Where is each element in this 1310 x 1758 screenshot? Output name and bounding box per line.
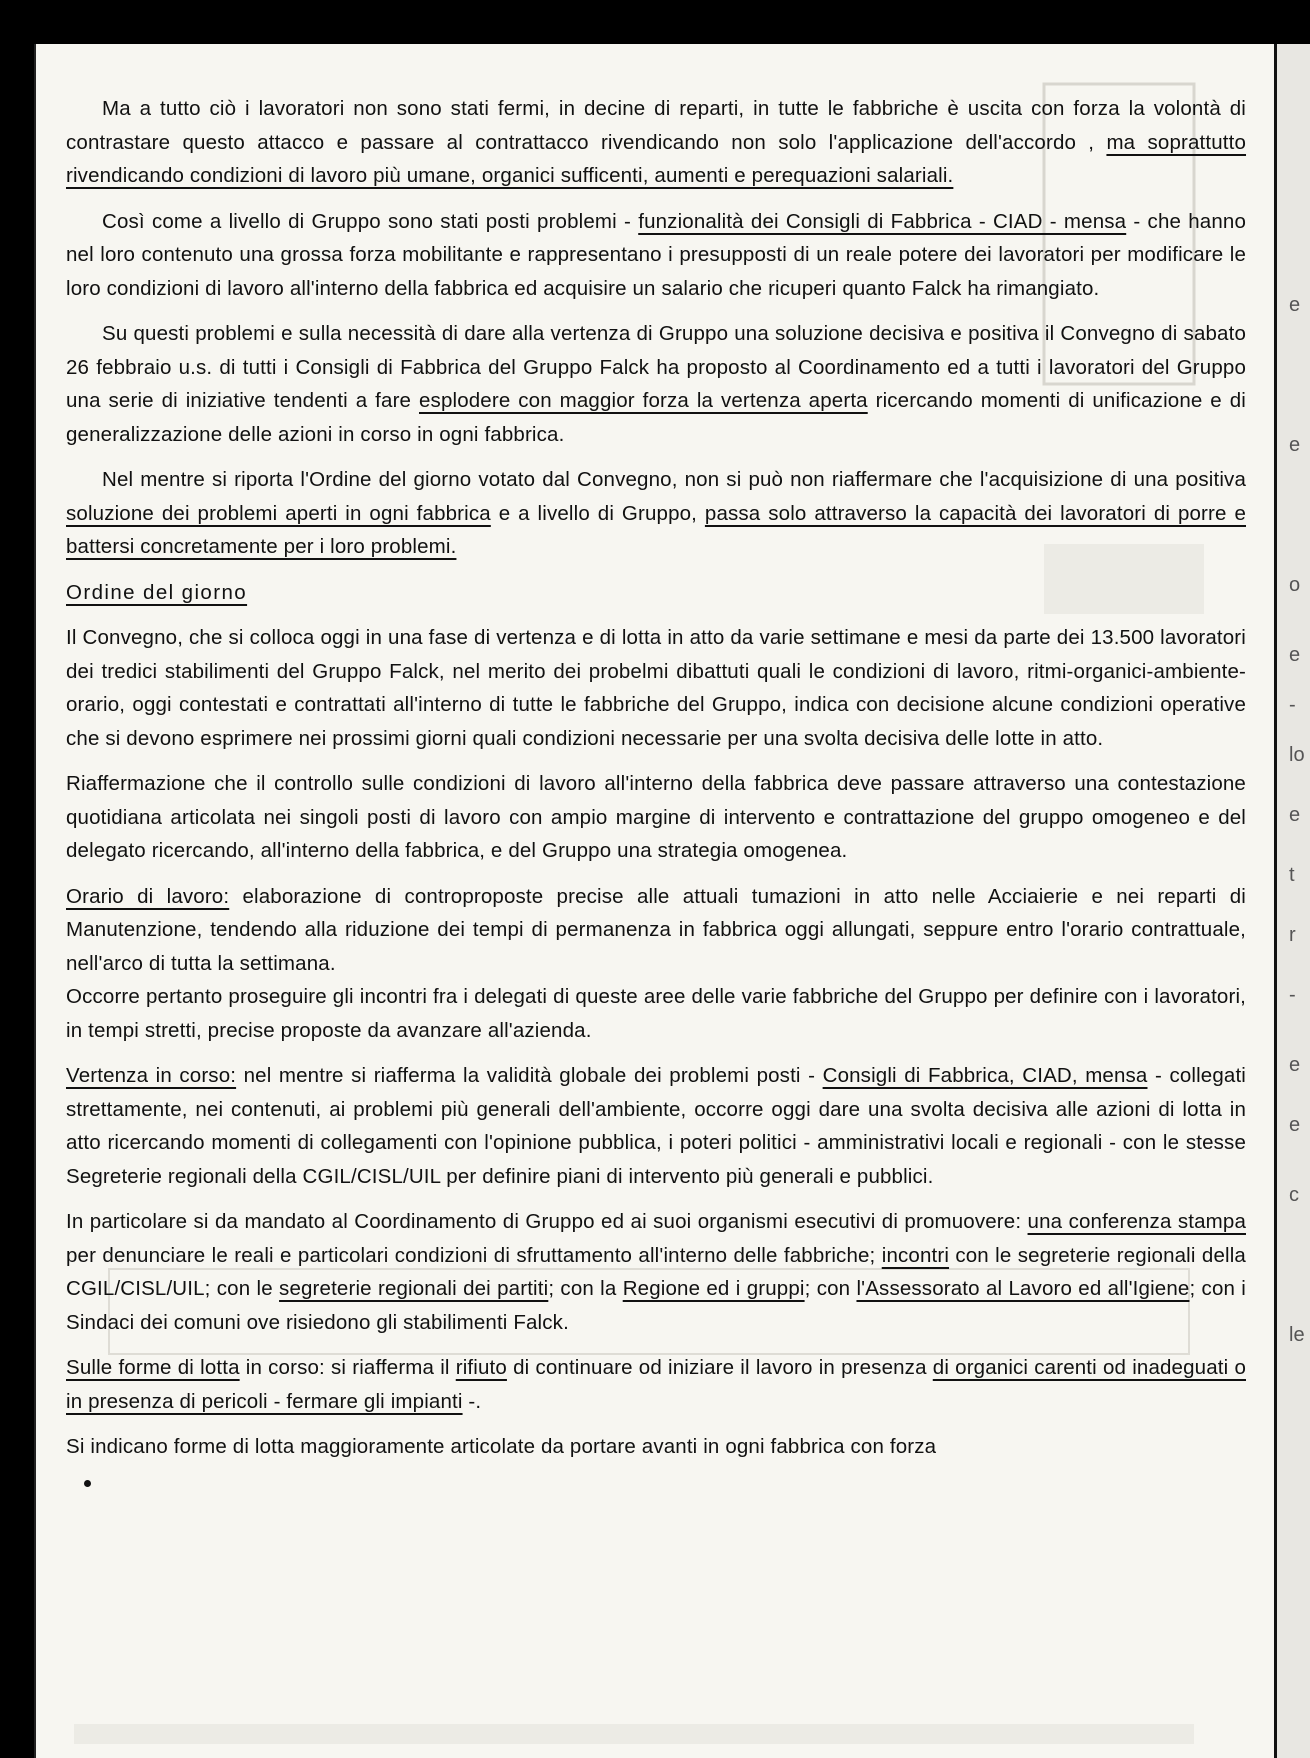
odg-paragraph-forme-articolate <box>66 1430 1246 1464</box>
text-run: - collegati strettamente, nei contenuti, ai problemi più generali dell'ambiente, occorre oggi dare una svolta decisiva alle azioni di lotta in atto ricercando momenti di collegamenti con l'opinione pubblica, i poteri politici - amministrativi locali e regionali - con le stesse Segreterie regionali della CGIL/CISL/UIL per definire piani di intervento più generali e pubblici. <box>66 1064 1247 1188</box>
margin-letter: e <box>1289 294 1301 316</box>
text-run: con le segreterie regionali della CGIL/CISL/UIL; con le <box>66 1243 1246 1300</box>
underlined-text: di organici carenti od inadeguati o in presenza di pericoli - fermare gli impianti <box>66 1356 1246 1413</box>
odg-paragraph-vertenza <box>66 1059 1246 1193</box>
text-run: Su questi problemi e sulla necessità di dare alla vertenza di Gruppo una soluzione decisiva e positiva il Convegno di sabato 26 febbraio u.s. di tutti i Consigli di Fabbrica del Gruppo Falck ha proposto al Coordinamento ed a tutti i lavoratori del Gruppo una serie di iniziative tendenti a fare <box>66 322 1246 412</box>
margin-bullet-dot <box>84 1480 91 1487</box>
odg-paragraph-mandato <box>66 1205 1246 1339</box>
margin-letter: e <box>1289 434 1301 456</box>
margin-letter: e <box>1289 644 1301 666</box>
text-run: In particolare si da mandato al Coordinamento di Gruppo ed ai suoi organismi esecutivi di promuovere: <box>66 1210 1028 1233</box>
underlined-text: una conferenza stampa <box>1027 1210 1246 1233</box>
odg-paragraph-orario <box>66 880 1246 981</box>
margin-letter: - <box>1289 984 1296 1006</box>
text-run: Così come a livello di Gruppo sono stati posti problemi - <box>102 209 639 233</box>
margin-letter: lo <box>1289 744 1305 766</box>
margin-letter: e <box>1289 804 1301 826</box>
underlined-text: esplodere con maggior forza la vertenza aperta <box>419 389 868 412</box>
text-run: Il Convegno, che si colloca oggi in una fase di vertenza e di lotta in atto da varie settimane e mesi da parte dei 13.500 lavoratori dei tredici stabilimenti del Gruppo Falck, nel merito dei probelmi dibattuti quali le condizioni di lavoro, ritmi-organici-ambiente-orario, oggi contestati e contrattati all'interno di tutte le fabbriche del Gruppo, indica con decisione alcune condizioni operative che si devono esprimere nei prossimi giorni quali condizioni necessarie per una svolta decisiva delle lotte in atto. <box>66 626 1246 750</box>
odg-paragraph-2 <box>66 767 1246 868</box>
text-run: elaborazione di controproposte precise alle attuali tumazioni in atto nelle Acciaierie e nei reparti di Manutenzione, tendendo alla riduzione dei tempi di permanenza in fabbrica oggi allungati, seppure entro l'orario contrattuale, nell'arco di tutta la settimana. <box>66 884 1246 975</box>
underlined-text: passa solo attraverso la capacità dei lavoratori di porre e battersi concretamente per i loro problemi. <box>66 501 1246 558</box>
intro-paragraph-4 <box>66 463 1246 564</box>
text-run: Si indicano forme di lotta maggioramente articolate da portare avanti in ogni fabbrica con forza <box>66 1435 937 1458</box>
underlined-text: segreterie regionali dei partiti <box>279 1277 549 1300</box>
odg-paragraph-1 <box>66 621 1246 755</box>
text-run: ; con i Sindaci dei comuni ove risiedono gli stabilimenti Falck. <box>66 1277 1247 1334</box>
underlined-text: l'Assessorato al Lavoro ed all'Igiene <box>856 1277 1190 1300</box>
underlined-text: incontri <box>881 1243 950 1267</box>
underlined-text: Regione ed i gruppi <box>622 1277 805 1300</box>
odg-paragraph-orario-continued <box>66 980 1246 1047</box>
text-run: in corso: si riafferma il <box>239 1356 456 1379</box>
margin-letter: o <box>1289 574 1301 596</box>
section-title <box>66 576 1246 610</box>
text-run: - che hanno nel loro contenuto una grossa forza mobilitante e rappresentano i presupposti di un reale potere dei lavoratori per modificare le loro condizioni di lavoro all'interno della fabbrica ed acquisire un salario che ricuperi quanto Falck ha rimangiato. <box>66 209 1247 300</box>
text-run: -. <box>462 1389 482 1413</box>
underlined-text: ma soprattutto rivendicando condizioni di lavoro più umane, organici sufficenti, aumenti e perequazioni salariali. <box>66 130 1247 187</box>
text-run: nel mentre si riafferma la validità globale dei problemi posti - <box>236 1064 823 1087</box>
margin-letter: t <box>1289 864 1295 886</box>
intro-paragraph-3 <box>66 317 1246 451</box>
intro-paragraph-1 <box>66 92 1246 193</box>
text-run: Riaffermazione che il controllo sulle condizioni di lavoro all'interno della fabbrica deve passare attraverso una contestazione quotidiana articolata nei singoli posti di lavoro con ampio margine di intervento e contrattazione del gruppo omogeneo e del delegato ricercando, all'interno della fabbrica, e del Gruppo una strategia omogenea. <box>66 772 1246 862</box>
margin-letter: r <box>1289 924 1296 946</box>
text-run: ricercando momenti di unificazione e di generalizzazione delle azioni in corso in ogni fabbrica. <box>66 389 1246 446</box>
margin-letter: - <box>1289 694 1296 716</box>
text-run: ; con <box>804 1277 857 1300</box>
scan-top-border <box>0 0 1310 44</box>
section-title-text: Ordine del giorno <box>66 580 248 604</box>
intro-paragraph-2 <box>66 205 1246 306</box>
text-run: Ma a tutto ciò i lavoratori non sono stati fermi, in decine di reparti, in tutte le fabbriche è uscita con forza la volontà di contrastare questo attacco e passare al contrattacco rivendicando non solo l'applicazione dell'accordo , <box>66 97 1246 154</box>
underlined-text: funzionalità dei Consigli di Fabbrica - CIAD - mensa <box>638 209 1127 233</box>
text-run: Nel mentre si riporta l'Ordine del giorno votato dal Convegno, non si può non riaffermare che l'acquisizione di una positiva <box>102 468 1246 491</box>
text-run: Occorre pertanto proseguire gli incontri fra i delegati di queste aree delle varie fabbriche del Gruppo per definire con i lavoratori, in tempi stretti, precise proposte da avanzare all'azienda. <box>66 985 1246 1042</box>
odg-paragraph-forme-lotta <box>66 1351 1246 1418</box>
margin-letter: e <box>1289 1114 1301 1136</box>
underlined-text: Orario di lavoro: <box>66 884 230 908</box>
text-run: di continuare od iniziare il lavoro in presenza <box>506 1356 933 1379</box>
text-run: e a livello di Gruppo, <box>490 501 705 525</box>
adjacent-page-edge <box>1274 44 1310 1758</box>
underlined-text: soluzione dei problemi aperti in ogni fabbrica <box>66 501 491 525</box>
margin-letter: e <box>1289 1054 1301 1076</box>
underlined-text: Sulle forme di lotta <box>66 1356 240 1379</box>
text-run: ; con la <box>548 1277 623 1300</box>
underlined-text: Vertenza in corso: <box>66 1064 237 1087</box>
margin-letter: le <box>1289 1324 1305 1346</box>
text-run: per denunciare le reali e particolari condizioni di sfruttamento all'interno delle fabbriche; <box>66 1243 882 1267</box>
document-body <box>66 92 1246 1476</box>
margin-letter: c <box>1289 1184 1299 1206</box>
underlined-text: Consigli di Fabbrica, CIAD, mensa <box>822 1064 1148 1087</box>
underlined-text: rifiuto <box>455 1356 507 1379</box>
